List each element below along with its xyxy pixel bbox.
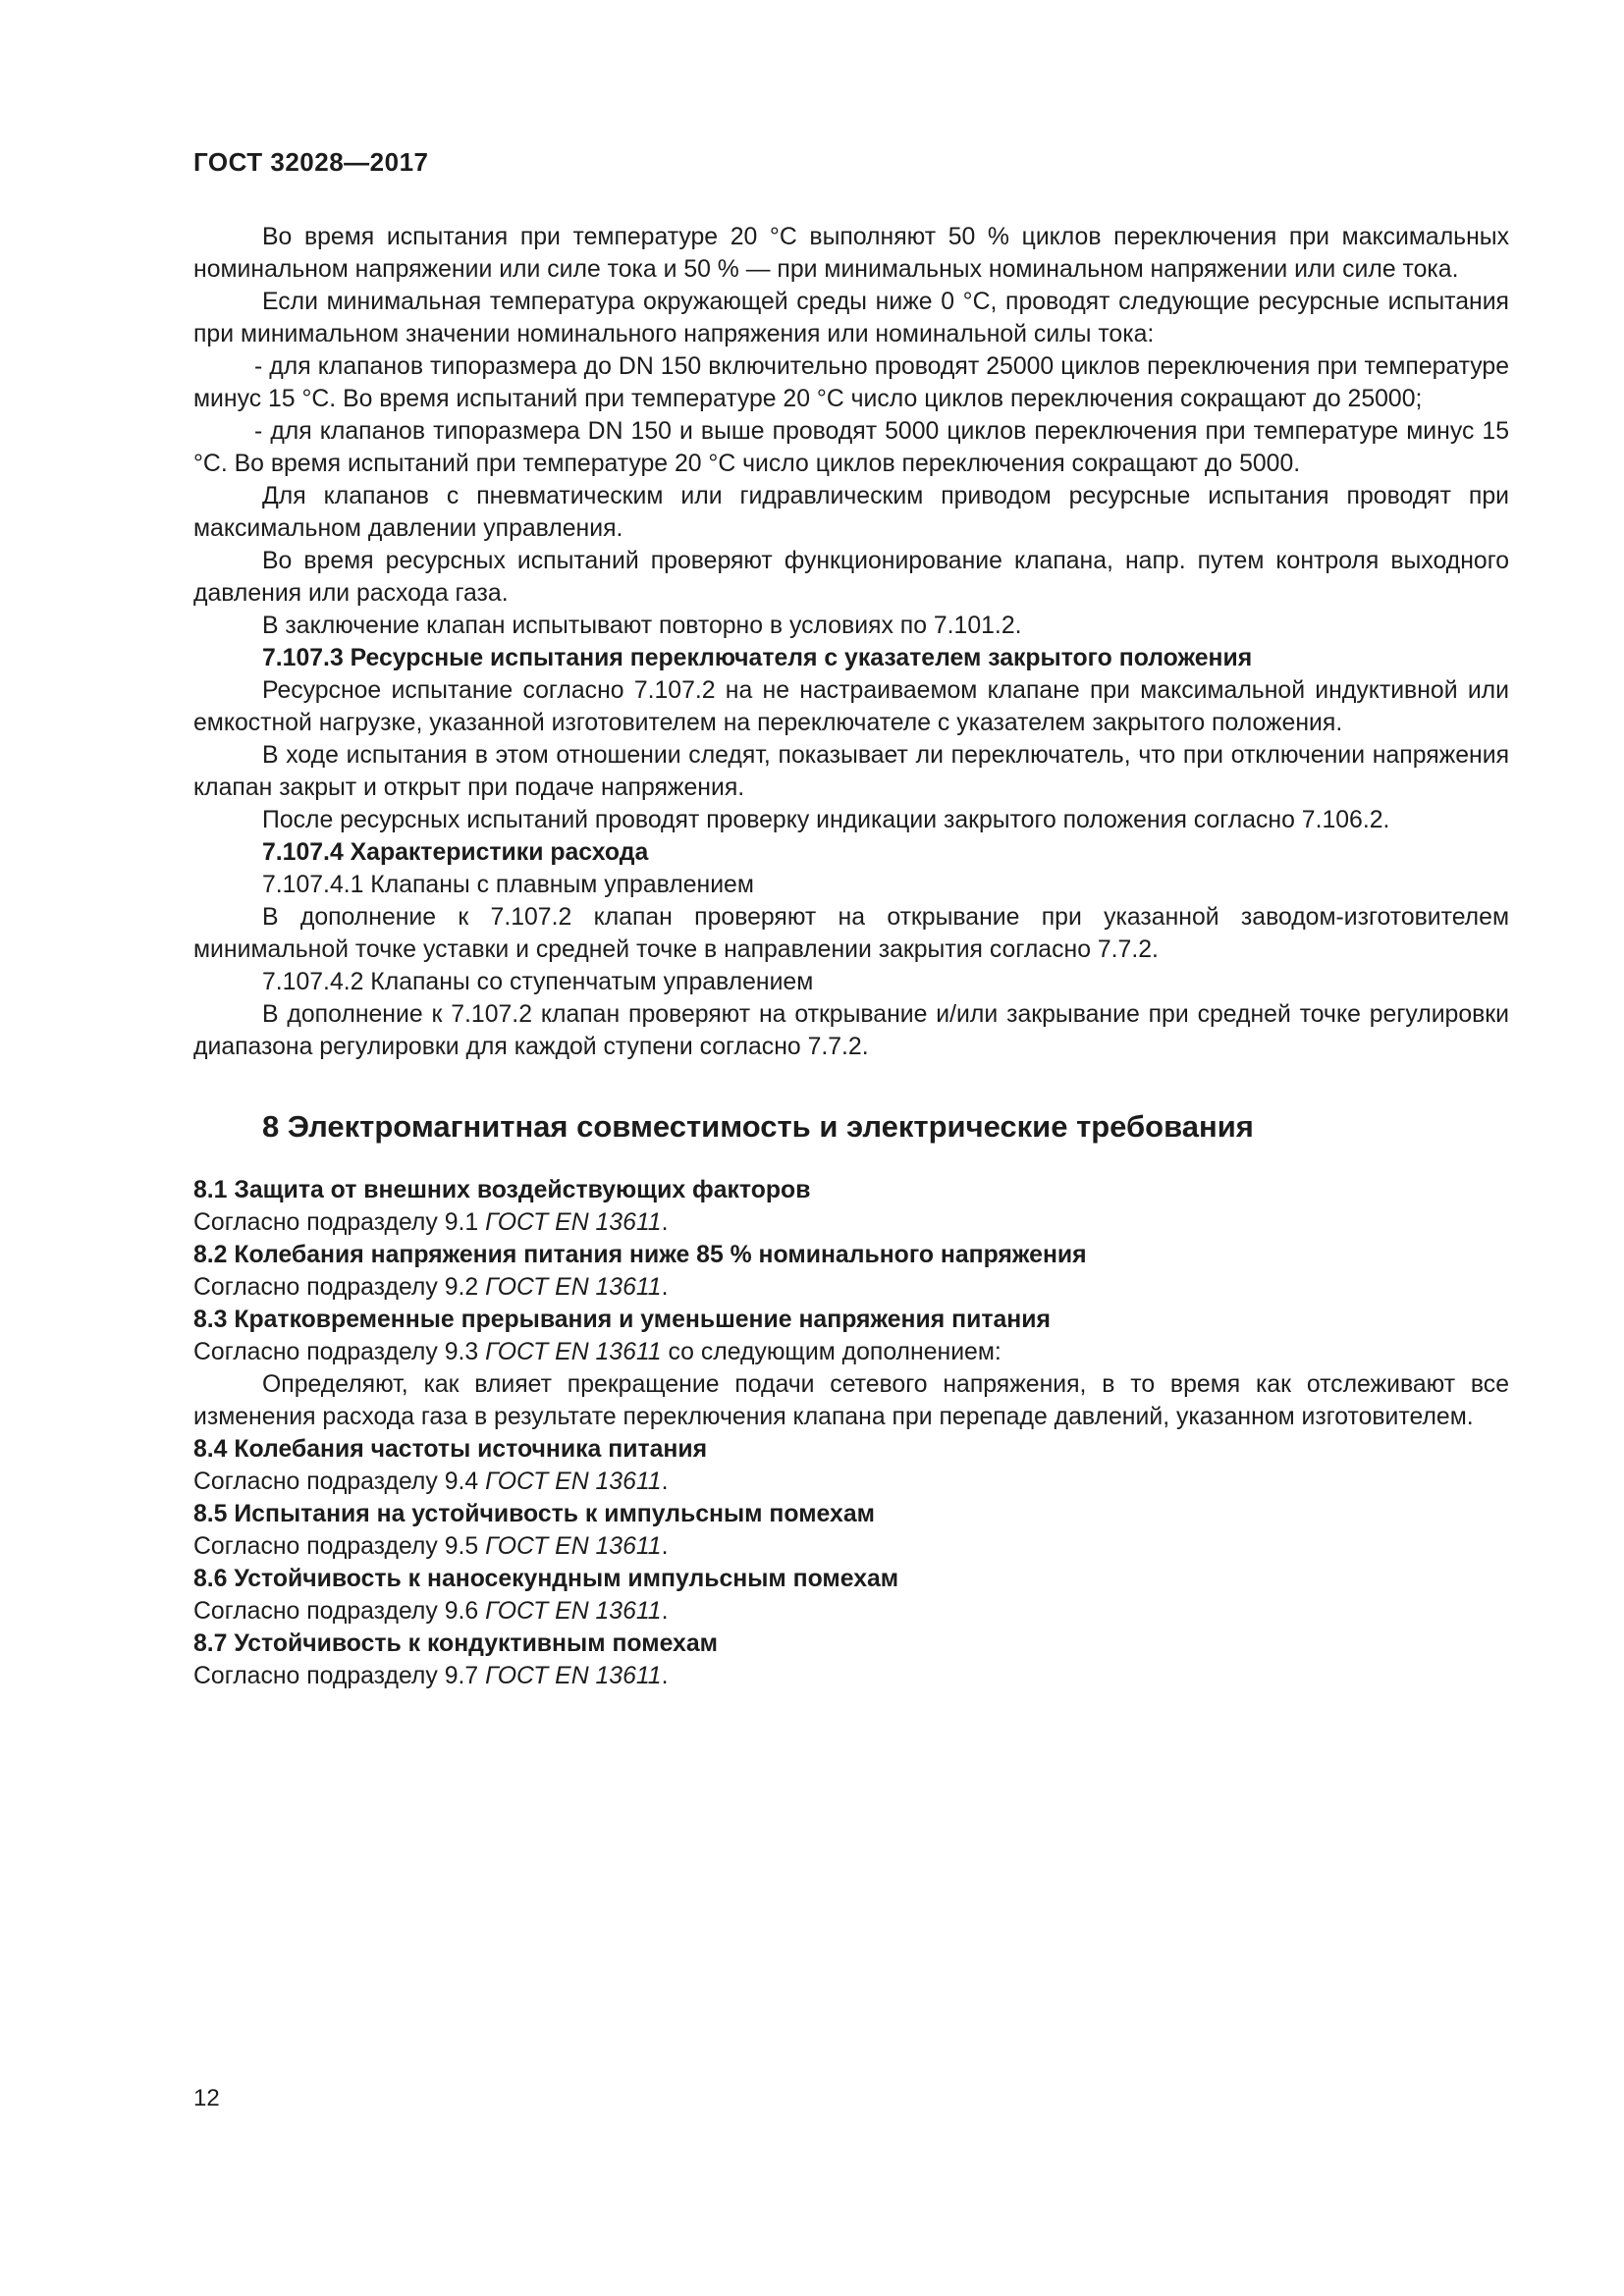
ref-clause: 9.5 [444, 1533, 479, 1560]
paragraph: В заключение клапан испытывают повторно в условиях по 7.101.2. [262, 613, 1022, 639]
ref-standard: ГОСТ EN 13611 [485, 1274, 662, 1301]
reference-line: Согласно подразделу 9.4 ГОСТ EN 13611. [193, 1468, 669, 1495]
paragraph: В дополнение к 7.107.2 клапан проверяют на открывание и/или закрывание при средней точке регулировки диапазона регулировки для каждой ступени согласно 7.7.2. [193, 1001, 1509, 1060]
reference-line: Согласно подразделу 9.6 ГОСТ EN 13611. [193, 1598, 669, 1625]
ref-prefix: Согласно подразделу [193, 1663, 438, 1689]
list-item: - для клапанов типоразмера до DN 150 включительно проводят 25000 циклов переключения при температуре минус 15 °C. Во время испытаний при температуре 20 °C число циклов переключения сокращают до 25000; [193, 353, 1509, 412]
paragraph: После ресурсных испытаний проводят проверку индикации закрытого положения согласно 7.106.2. [262, 807, 1390, 833]
ref-prefix: Согласно подразделу [193, 1598, 438, 1625]
ref-clause: 9.4 [444, 1468, 479, 1495]
paragraph: 7.107.4.1 Клапаны с плавным управлением [262, 872, 754, 898]
subsection-heading: 8.2 Колебания напряжения питания ниже 85 % номинального напряжения [193, 1242, 1087, 1268]
subsection-heading: 8.1 Защита от внешних воздействующих факторов [193, 1177, 811, 1203]
reference-line: Согласно подразделу 9.2 ГОСТ EN 13611. [193, 1274, 669, 1301]
ref-prefix: Согласно подразделу [193, 1468, 438, 1495]
ref-clause: 9.3 [444, 1339, 479, 1365]
ref-clause: 9.1 [444, 1209, 479, 1236]
ref-prefix: Согласно подразделу [193, 1339, 438, 1365]
ref-prefix: Согласно подразделу [193, 1209, 438, 1236]
paragraph: 7.107.4.2 Клапаны со ступенчатым управлением [262, 969, 814, 995]
ref-standard: ГОСТ EN 13611 [485, 1339, 662, 1365]
paragraph: Для клапанов с пневматическим или гидравлическим приводом ресурсные испытания проводят при максимальном давлении управления. [193, 483, 1509, 542]
ref-clause: 9.7 [444, 1663, 479, 1689]
ref-clause: 9.2 [444, 1274, 479, 1301]
ref-suffix: со следующим дополнением: [668, 1339, 1001, 1365]
subclause-heading: 7.107.3 Ресурсные испытания переключателя с указателем закрытого положения [262, 645, 1253, 671]
section-8-title: 8 Электромагнитная совместимость и электрические требования [262, 1109, 1254, 1144]
document-header: ГОСТ 32028—2017 [193, 147, 429, 177]
ref-clause: 9.6 [444, 1598, 479, 1625]
paragraph: Ресурсное испытание согласно 7.107.2 на не настраиваемом клапане при максимальной индуктивной или емкостной нагрузке, указанной изготовителем на переключателе с указателем закрытого положения. [193, 677, 1509, 736]
paragraph: Во время испытания при температуре 20 °C выполняют 50 % циклов переключения при максимальных номинальном напряжении или силе тока и 50 % — при минимальных номинальном напряжении или силе тока. [193, 224, 1509, 283]
reference-line: Согласно подразделу 9.7 ГОСТ EN 13611. [193, 1663, 669, 1689]
ref-standard: ГОСТ EN 13611 [485, 1598, 662, 1625]
page-number: 12 [193, 2085, 220, 2111]
paragraph: В дополнение к 7.107.2 клапан проверяют на открывание при указанной заводом-изготовителем минимальной точке уставки и средней точке в направлении закрытия согласно 7.7.2. [193, 904, 1509, 963]
list-item: - для клапанов типоразмера DN 150 и выше проводят 5000 циклов переключения при температуре минус 15 °C. Во время испытаний при температуре 20 °C число циклов переключения сокращают до 5000. [193, 418, 1509, 477]
ref-prefix: Согласно подразделу [193, 1533, 438, 1560]
ref-prefix: Согласно подразделу [193, 1274, 438, 1301]
ref-standard: ГОСТ EN 13611 [485, 1209, 662, 1236]
subsection-heading: 8.6 Устойчивость к наносекундным импульсным помехам [193, 1566, 899, 1592]
subsection-heading: 8.3 Кратковременные прерывания и уменьшение напряжения питания [193, 1307, 1051, 1333]
subsection-heading: 8.7 Устойчивость к кондуктивным помехам [193, 1630, 718, 1657]
ref-standard: ГОСТ EN 13611 [485, 1468, 662, 1495]
reference-line [193, 1336, 1509, 1368]
subsection-heading: 8.5 Испытания на устойчивость к импульсным помехам [193, 1501, 875, 1527]
paragraph: Определяют, как влияет прекращение подачи сетевого напряжения, в то время как отслеживают все изменения расхода газа в результате переключения клапана при перепаде давлений, указанном изготовителем. [193, 1371, 1509, 1430]
reference-line: Согласно подразделу 9.1 ГОСТ EN 13611. [193, 1209, 669, 1236]
paragraph: В ходе испытания в этом отношении следят, показывает ли переключатель, что при отключении напряжения клапан закрыт и открыт при подаче напряжения. [193, 742, 1509, 801]
ref-standard: ГОСТ EN 13611 [485, 1533, 662, 1560]
document-body [193, 221, 1509, 1692]
paragraph: Во время ресурсных испытаний проверяют функционирование клапана, напр. путем контроля выходного давления или расхода газа. [193, 548, 1509, 607]
subsection-heading: 8.4 Колебания частоты источника питания [193, 1436, 708, 1463]
ref-standard: ГОСТ EN 13611 [485, 1663, 662, 1689]
paragraph: Если минимальная температура окружающей среды ниже 0 °C, проводят следующие ресурсные испытания при минимальном значении номинального напряжения или номинальной силы тока: [193, 289, 1509, 347]
reference-line: Согласно подразделу 9.5 ГОСТ EN 13611. [193, 1533, 669, 1560]
subclause-heading: 7.107.4 Характеристики расхода [262, 839, 649, 866]
